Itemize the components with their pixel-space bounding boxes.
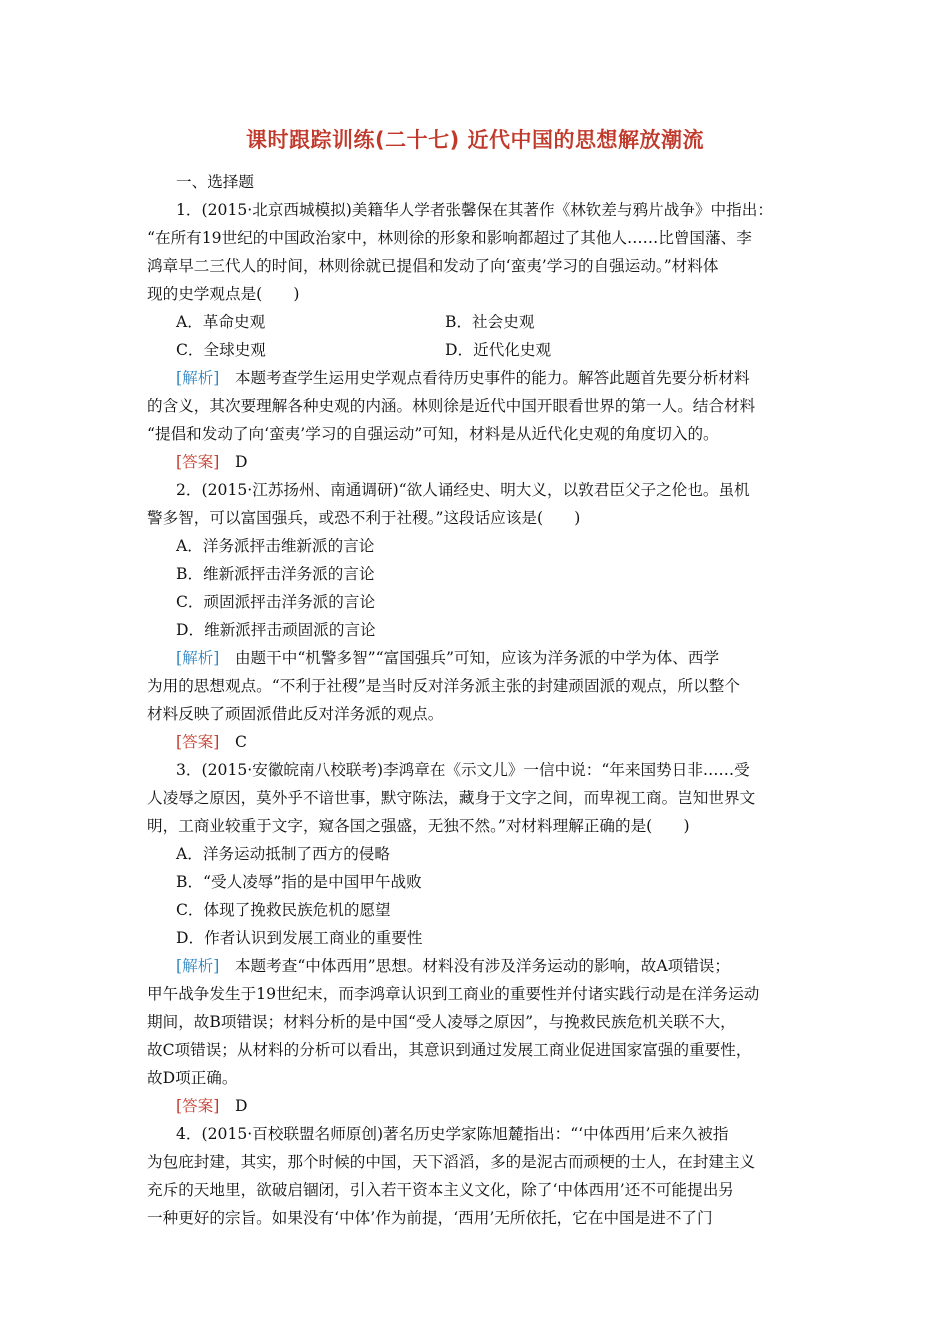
q2-option-b: B．维新派抨击洋务派的言论 <box>176 565 375 583</box>
q1-option-c: C．全球史观 <box>176 341 266 359</box>
q1-option-d: D．近代化史观 <box>445 341 552 359</box>
q2-stem-line: 警多智，可以富国强兵，或恐不利于社稷。”这段话应该是( ) <box>147 509 581 527</box>
analysis-tag: [解析] <box>176 649 220 667</box>
analysis-tag: [解析] <box>176 369 220 387</box>
q3-stem-line: 人凌辱之原因，莫外乎不谙世事，默守陈法，藏身于文字之间，而卑视工商。岂知世界文 <box>147 789 756 807</box>
q2-analysis-line: [解析] 由题干中“机警多智”“富国强兵”可知，应该为洋务派的中学为体、西学 <box>176 649 720 667</box>
q3-analysis-line: 故C项错误；从材料的分析可以看出，其意识到通过发展工商业促进国家富强的重要性， <box>147 1041 752 1059</box>
q2-analysis-line: 为用的思想观点。“不利于社稷”是当时反对洋务派主张的封建顽固派的观点，所以整个 <box>147 677 740 695</box>
q3-stem-line: 明，工商业较重于文字，窥各国之强盛，无独不然。”对材料理解正确的是( ) <box>147 817 690 835</box>
q3-option-d: D．作者认识到发展工商业的重要性 <box>176 929 423 947</box>
answer-tag: [答案] <box>176 453 220 471</box>
q1-option-b: B．社会史观 <box>445 313 535 331</box>
q3-analysis-line: 故D项正确。 <box>147 1069 238 1087</box>
q2-option-d: D．维新派抨击顽固派的言论 <box>176 621 376 639</box>
answer-tag: [答案] <box>176 733 220 751</box>
q4-stem-line: 4．(2015·百校联盟名师原创)著名历史学家陈旭麓指出：“‘中体西用’后来久被指 <box>176 1125 729 1143</box>
q1-option-a: A．革命史观 <box>176 313 266 331</box>
q3-analysis-line: [解析] 本题考查“中体西用”思想。材料没有涉及洋务运动的影响，故A项错误； <box>176 957 730 975</box>
q1-stem-line: 1．(2015·北京西城模拟)美籍华人学者张馨保在其著作《林钦差与鸦片战争》中指出： <box>176 201 773 219</box>
answer-tag: [答案] <box>176 1097 220 1115</box>
q2-option-a: A．洋务派抨击维新派的言论 <box>176 537 375 555</box>
q4-stem-line: 一种更好的宗旨。如果没有‘中体’作为前提，‘西用’无所依托，它在中国是进不了门 <box>147 1209 713 1227</box>
q3-stem-line: 3．(2015·安徽皖南八校联考)李鸿章在《示文儿》一信中说：“年来国势日非……受 <box>176 761 750 779</box>
q1-analysis-line: 的含义，其次要理解各种史观的内涵。林则徐是近代中国开眼看世界的第一人。结合材料 <box>147 397 756 415</box>
q1-stem-line: “在所有19世纪的中国政治家中，林则徐的形象和影响都超过了其他人……比曾国藩、李 <box>147 229 752 247</box>
q2-option-c: C．顽固派抨击洋务派的言论 <box>176 593 376 611</box>
q3-option-a: A．洋务运动抵制了西方的侵略 <box>176 845 390 863</box>
page-title: 课时跟踪训练(二十七) 近代中国的思想解放潮流 <box>245 128 704 152</box>
q1-stem-line: 鸿章早二三代人的时间，林则徐就已提倡和发动了向‘蛮夷’学习的自强运动。”材料体 <box>147 257 719 275</box>
analysis-tag: [解析] <box>176 957 220 975</box>
q1-analysis-line: “提倡和发动了向‘蛮夷’学习的自强运动”可知，材料是从近代化史观的角度切入的。 <box>147 425 719 443</box>
q2-analysis-line: 材料反映了顽固派借此反对洋务派的观点。 <box>147 705 444 723</box>
q3-option-b: B．“受人凌辱”指的是中国甲午战败 <box>176 873 422 891</box>
q2-stem-line: 2．(2015·江苏扬州、南通调研)“欲人诵经史、明大义，以敦君臣父子之伦也。虽机 <box>176 481 750 499</box>
section-heading: 一、选择题 <box>176 173 254 191</box>
q2-answer: [答案] C <box>176 733 247 751</box>
q3-option-c: C．体现了挽救民族危机的愿望 <box>176 901 391 919</box>
q4-stem-line: 为包庇封建，其实，那个时候的中国，天下滔滔，多的是泥古而顽梗的士人，在封建主义 <box>147 1153 756 1171</box>
q3-answer: [答案] D <box>176 1097 248 1115</box>
q3-analysis-line: 期间，故B项错误；材料分析的是中国“受人凌辱之原因”，与挽救民族危机关联不大， <box>147 1013 736 1031</box>
q1-analysis-line: [解析] 本题考查学生运用史学观点看待历史事件的能力。解答此题首先要分析材料 <box>176 369 750 387</box>
q1-stem-line: 现的史学观点是( ) <box>147 285 300 303</box>
q4-stem-line: 充斥的天地里，欲破启锢闭，引入若干资本主义文化，除了‘中体西用’还不可能提出另 <box>147 1181 734 1199</box>
q3-analysis-line: 甲午战争发生于19世纪末，而李鸿章认识到工商业的重要性并付诸实践行动是在洋务运动 <box>147 985 760 1003</box>
q1-answer: [答案] D <box>176 453 248 471</box>
